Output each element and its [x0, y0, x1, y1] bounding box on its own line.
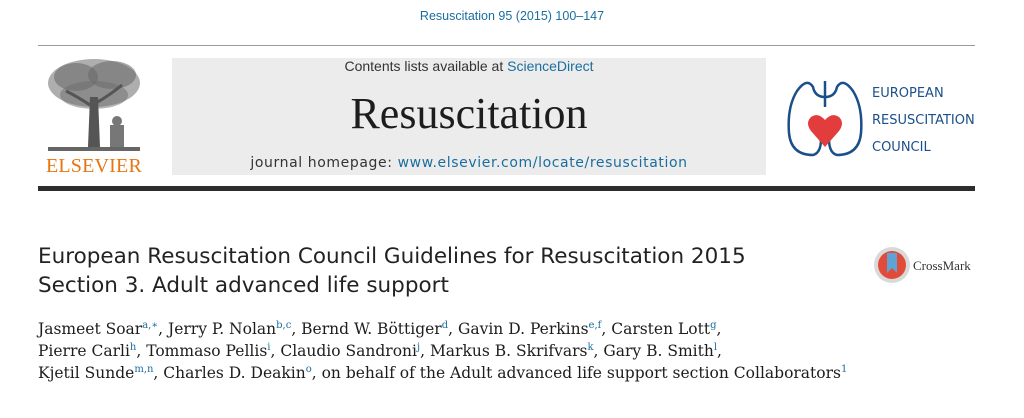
sciencedirect-link[interactable]: ScienceDirect [507, 58, 594, 74]
author-affiliation-marker[interactable]: o [305, 363, 312, 375]
author-separator: , [420, 342, 430, 360]
author-list [38, 318, 888, 384]
erc-line-1: EUROPEAN [872, 86, 944, 101]
author-name[interactable]: Gavin D. Perkins [457, 320, 589, 338]
elsevier-wordmark[interactable]: ELSEVIER [45, 155, 143, 177]
journal-banner [172, 58, 766, 175]
contents-line [172, 58, 766, 74]
author-name[interactable]: Collaborators [733, 364, 841, 382]
author-affiliation-marker[interactable]: a,∗ [142, 319, 159, 331]
author-affiliation-marker[interactable]: j [416, 341, 421, 353]
journal-citation[interactable]: Resuscitation 95 (2015) 100–147 [419, 9, 605, 23]
author-affiliation-marker[interactable]: k [587, 341, 594, 353]
author-name[interactable]: Claudio Sandroni [280, 342, 417, 360]
crossmark-icon[interactable] [872, 245, 912, 285]
author-affiliation-marker[interactable]: i [267, 341, 271, 353]
homepage-line [172, 155, 766, 171]
author-separator: , [153, 364, 164, 382]
header-divider [38, 45, 975, 46]
author-name[interactable]: Pierre Carli [38, 342, 130, 360]
article-title [38, 242, 858, 300]
author-affiliation-marker[interactable]: 1 [840, 363, 848, 375]
author-affiliation-marker[interactable]: e,f [588, 319, 602, 331]
author-separator: , [716, 320, 722, 338]
author-name[interactable]: Charles D. Deakin [163, 364, 306, 382]
author-separator: , [136, 342, 147, 360]
banner-divider [38, 186, 975, 191]
author-affiliation-marker[interactable]: g [710, 319, 717, 331]
contents-prefix: Contents lists available at [344, 58, 508, 74]
author-name[interactable]: Jerry P. Nolan [168, 320, 277, 338]
author-affiliation-marker[interactable]: l [713, 341, 718, 353]
author-name[interactable]: Markus B. Skrifvars [429, 342, 588, 360]
author-name[interactable]: Carsten Lott [611, 320, 711, 338]
author-affiliation-marker[interactable]: h [129, 341, 137, 353]
author-separator: , [291, 320, 302, 338]
author-separator: , [270, 342, 281, 360]
erc-wordmark[interactable] [872, 80, 975, 161]
author-name[interactable]: Gary B. Smith [603, 342, 714, 360]
erc-line-3: COUNCIL [872, 140, 931, 155]
author-name[interactable]: Kjetil Sunde [38, 364, 135, 382]
homepage-link[interactable]: www.elsevier.com/locate/resuscitation [397, 155, 688, 171]
author-separator: , [448, 320, 458, 338]
erc-lungs-heart-icon [785, 73, 865, 163]
author-name[interactable]: Jasmeet Soar [38, 320, 143, 338]
author-affiliation-marker[interactable]: m,n [134, 363, 154, 375]
author-name[interactable]: Bernd W. Böttiger [301, 320, 442, 338]
author-separator: , [593, 342, 604, 360]
article-title-line-1: European Resuscitation Council Guidelines for Resuscitation 2015 [38, 244, 746, 269]
erc-line-2: RESUSCITATION [872, 113, 975, 128]
crossmark-label[interactable]: CrossMark [913, 258, 971, 273]
author-affiliation-marker[interactable]: b,c [276, 319, 292, 331]
author-separator: , [601, 320, 612, 338]
author-separator: , [717, 342, 722, 360]
author-separator: , on behalf of the Adult advanced life support section [311, 364, 734, 382]
article-title-line-2: Section 3. Adult advanced life support [38, 273, 449, 298]
author-name[interactable]: Tommaso Pellis [146, 342, 268, 360]
journal-title[interactable]: Resuscitation [350, 89, 588, 138]
author-separator: , [158, 320, 169, 338]
homepage-prefix: journal homepage: [250, 155, 398, 171]
author-affiliation-marker[interactable]: d [441, 319, 449, 331]
